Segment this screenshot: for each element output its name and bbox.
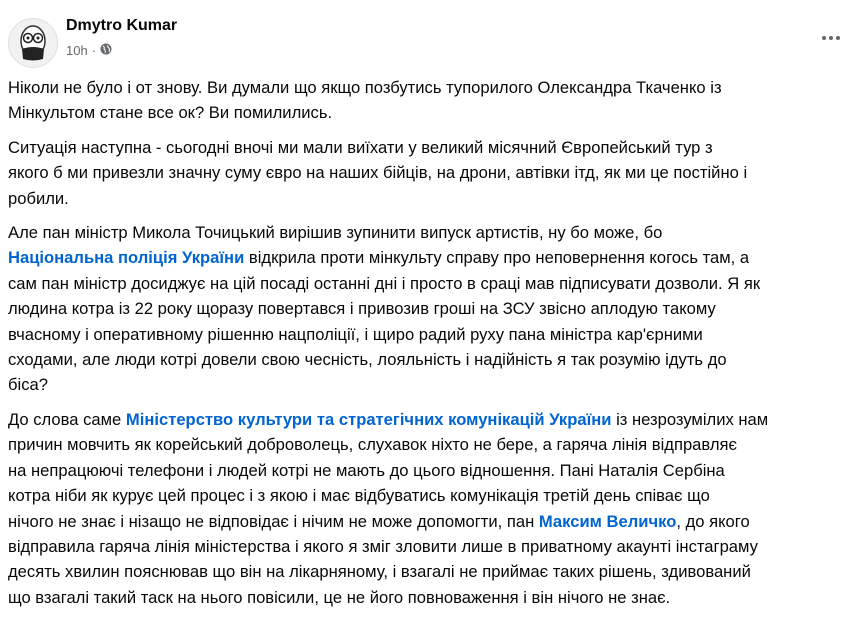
text-segment: Мінкультом стане все ок? Ви помилились. bbox=[8, 103, 333, 123]
globe-icon bbox=[100, 43, 112, 58]
post-paragraph bbox=[8, 75, 858, 126]
text-line bbox=[8, 245, 858, 270]
post-header bbox=[8, 12, 854, 68]
text-segment: причин мовчить як корейський доброволець, слухавок ніхто не бере, а гаряча лінія відправляє bbox=[8, 435, 737, 455]
text-line bbox=[8, 322, 858, 347]
text-line bbox=[8, 160, 858, 185]
text-segment: десять хвилин пояснював що він на лікарняному, і взагалі не приймає таких рішень, здивований bbox=[8, 562, 751, 582]
text-line bbox=[8, 100, 858, 125]
more-options-icon[interactable] bbox=[816, 26, 846, 50]
text-segment: сам пан міністр досиджує на цій посаді останні дні і просто в сраці мав підписувати дозволи. Я як bbox=[8, 273, 761, 293]
text-segment: вчасному і оперативному рішенню нацполіції, і щиро радий руху пана міністра кар'єрними bbox=[8, 324, 703, 344]
text-line bbox=[8, 559, 858, 584]
text-segment: , до якого bbox=[676, 511, 750, 531]
text-segment: Але пан міністр Микола Точицький вирішив зупинити випуск артистів, ну бо може, бо bbox=[8, 223, 663, 243]
post-body bbox=[8, 75, 858, 619]
text-line bbox=[8, 186, 858, 211]
text-line bbox=[8, 432, 858, 457]
avatar[interactable] bbox=[8, 18, 58, 68]
author-name[interactable]: Dmytro Kumar bbox=[66, 17, 178, 34]
text-line bbox=[8, 347, 858, 372]
text-line bbox=[8, 407, 858, 432]
text-line bbox=[8, 135, 858, 160]
mention-link[interactable]: Національна поліція України bbox=[8, 248, 245, 268]
post-time[interactable]: 10h bbox=[66, 43, 88, 58]
text-segment: що взагалі такий таск на нього повісили, це не його повноваження і він нічого не знає. bbox=[8, 587, 671, 607]
post-paragraph bbox=[8, 407, 858, 610]
text-line bbox=[8, 509, 858, 534]
text-segment: котра ніби як курує цей процес і з якою і має відбуватись комунікація третій день співає що bbox=[8, 486, 710, 506]
text-segment: Ніколи не було і от знову. Ви думали що якщо позбутись тупорилого Олександра Ткаченко із bbox=[8, 78, 722, 97]
text-line bbox=[8, 483, 858, 508]
text-segment: на непрацюючі телефони і людей котрі не мають до цього відношення. Пані Наталія Сербіна bbox=[8, 460, 725, 480]
text-line bbox=[8, 296, 858, 321]
text-line bbox=[8, 220, 858, 245]
text-segment: сходами, але люди котрі довели свою чесність, лояльність і надійність я так розумію ідуть до bbox=[8, 350, 727, 370]
text-segment: відправила гаряча лінія міністерства і якого я зміг зловити лише в приватному акаунті інстаграму bbox=[8, 536, 758, 556]
text-line bbox=[8, 271, 858, 296]
post-meta bbox=[66, 43, 112, 58]
text-segment: із незрозумілих нам bbox=[611, 409, 769, 429]
post-paragraph bbox=[8, 220, 858, 398]
text-line bbox=[8, 372, 858, 397]
text-segment: відкрила проти мінкульту справу про неповернення когось там, а bbox=[244, 248, 750, 268]
text-segment: нічого не знає і нізащо не відповідає і нічим не може допомогти, пан bbox=[8, 511, 539, 531]
text-line bbox=[8, 534, 858, 559]
text-line bbox=[8, 585, 858, 610]
text-line bbox=[8, 75, 858, 100]
text-segment: якого б ми привезли значну суму євро на наших бійців, на дрони, автівки ітд, як ми це постійно і bbox=[8, 163, 748, 183]
text-segment: людина котра із 22 року щоразу повертався і привозив гроші на ЗСУ звісно аплодую такому bbox=[8, 299, 716, 319]
text-segment: Ситуація наступна - сьогодні вночі ми мали виїхати у великий місячний Європейський тур з bbox=[8, 137, 713, 157]
post-paragraph bbox=[8, 135, 858, 211]
text-segment: До слова саме bbox=[8, 409, 126, 429]
text-segment: робили. bbox=[8, 188, 69, 208]
meta-separator: · bbox=[91, 43, 97, 58]
text-segment: біса? bbox=[8, 375, 48, 395]
text-line bbox=[8, 458, 858, 483]
mention-link[interactable]: Максим Величко bbox=[538, 511, 677, 531]
mention-link[interactable]: Міністерство культури та стратегічних комунікацій України bbox=[125, 409, 612, 429]
